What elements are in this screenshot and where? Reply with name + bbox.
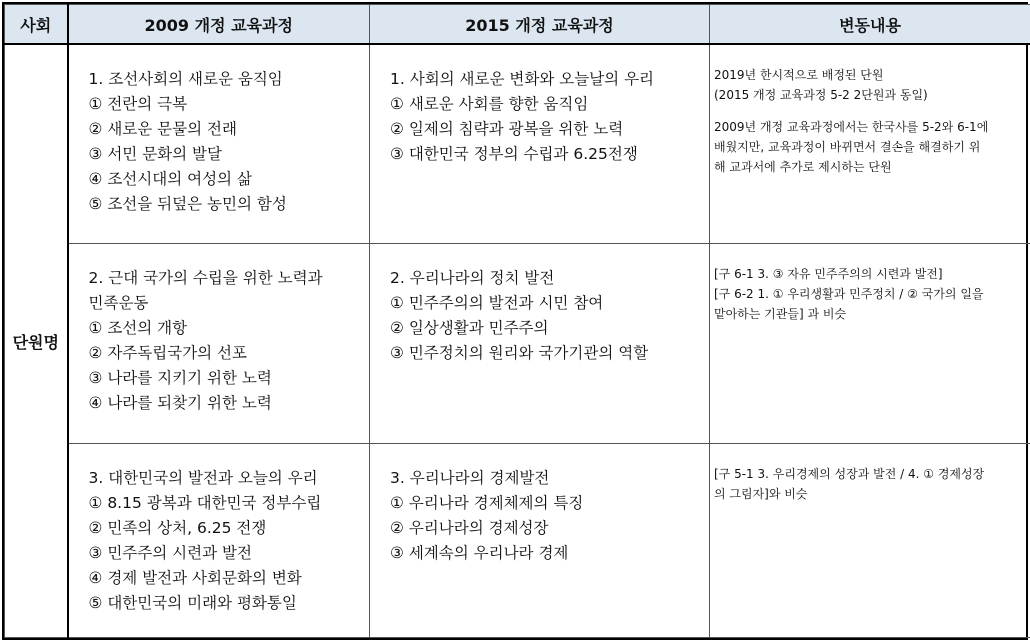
list-item: ③ 민주정치의 원리와 국가기관의 역할 [390,343,649,362]
cell-2009-unit-1 [68,44,370,243]
cell-2015-unit-2 [370,243,710,443]
cell-change-unit-2 [710,243,1030,443]
list-item: ② 일제의 침략과 광복을 위한 노력 [390,120,624,138]
curriculum-comparison-table [4,4,1030,638]
unit-title-continued: 민족운동 [88,293,149,312]
table-row [5,243,1030,443]
cell-2009-unit-3 [68,443,370,638]
cell-change-unit-3 [710,443,1030,638]
note-line: 2009년 개정 교육과정에서는 한국사를 5-2와 6-1에 [714,120,989,134]
list-item: ② 자주독립국가의 선포 [88,343,248,362]
cell-2015-unit-3 [370,443,710,638]
note-line: 배웠지만, 교육과정이 바뀌면서 결손을 해결하기 위 [714,140,981,154]
note-line: 2019년 한시적으로 배정된 단원 [714,68,884,82]
unit-title: 3. 대한민국의 발전과 오늘의 우리 [88,468,318,487]
list-item: ③ 세계속의 우리나라 경제 [390,543,569,562]
header-2009: 2009 개정 교육과정 [68,5,370,45]
unit-title: 1. 사회의 새로운 변화와 오늘날의 우리 [390,70,655,88]
list-item: ① 전란의 극복 [88,95,188,113]
note-line: 해 교과서에 추가로 제시하는 단원 [714,160,892,174]
unit-title: 1. 조선사회의 새로운 움직임 [88,70,283,88]
header-subject: 사회 [5,5,68,45]
cell-2015-unit-1 [370,44,710,243]
list-item: ③ 나라를 지키기 위한 노력 [88,368,272,387]
list-item: ⑤ 대한민국의 미래와 평화통일 [88,593,297,612]
note-line: [구 5-1 3. 우리경제의 성장과 발전 / 4. ① 경제성장 [714,466,985,481]
header-2015: 2015 개정 교육과정 [370,5,710,45]
note-line: 맡아하는 기관들] 과 비슷 [714,306,847,321]
list-item: ④ 경제 발전과 사회문화의 변화 [88,568,302,587]
note-line: [구 6-1 3. ③ 자유 민주주의의 시련과 발전] [714,266,943,281]
row-label-unit: 단원명 [5,44,68,638]
table-row [5,443,1030,638]
list-item: ① 민주주의의 발전과 시민 참여 [390,293,604,312]
curriculum-table-frame [2,2,1028,640]
header-changes: 변동내용 [710,5,1030,45]
list-item: ② 우리나라의 경제성장 [390,518,549,537]
list-item: ① 새로운 사회를 향한 움직임 [390,95,589,113]
list-item: ② 새로운 문물의 전래 [88,120,237,138]
cell-change-unit-1 [710,44,1030,243]
header-row [5,5,1030,45]
list-item: ③ 민주주의 시련과 발전 [88,543,252,562]
list-item: ① 조선의 개항 [88,318,188,337]
list-item: ④ 나라를 되찾기 위한 노력 [88,393,272,412]
list-item: ③ 대한민국 정부의 수립과 6.25전쟁 [390,145,638,163]
list-item: ③ 서민 문화의 발달 [88,145,222,163]
table-row [5,44,1030,243]
list-item: ④ 조선시대의 여성의 삶 [88,170,252,188]
list-item: ① 우리나라 경제체제의 특징 [390,493,584,512]
list-item: ⑤ 조선을 뒤덮은 농민의 함성 [88,195,287,213]
unit-title: 3. 우리나라의 경제발전 [390,468,550,487]
unit-title: 2. 근대 국가의 수립을 위한 노력과 [88,268,323,287]
list-item: ② 민족의 상처, 6.25 전쟁 [88,518,267,537]
note-line: 의 그림자]와 비슷 [714,486,808,501]
note-line: (2015 개정 교육과정 5-2 2단원과 동일) [714,88,928,102]
unit-title: 2. 우리나라의 정치 발전 [390,268,555,287]
cell-2009-unit-2 [68,243,370,443]
list-item: ② 일상생활과 민주주의 [390,318,549,337]
list-item: ① 8.15 광복과 대한민국 정부수립 [88,493,322,512]
note-line: [구 6-2 1. ① 우리생활과 민주정치 / ② 국가의 일을 [714,286,984,301]
